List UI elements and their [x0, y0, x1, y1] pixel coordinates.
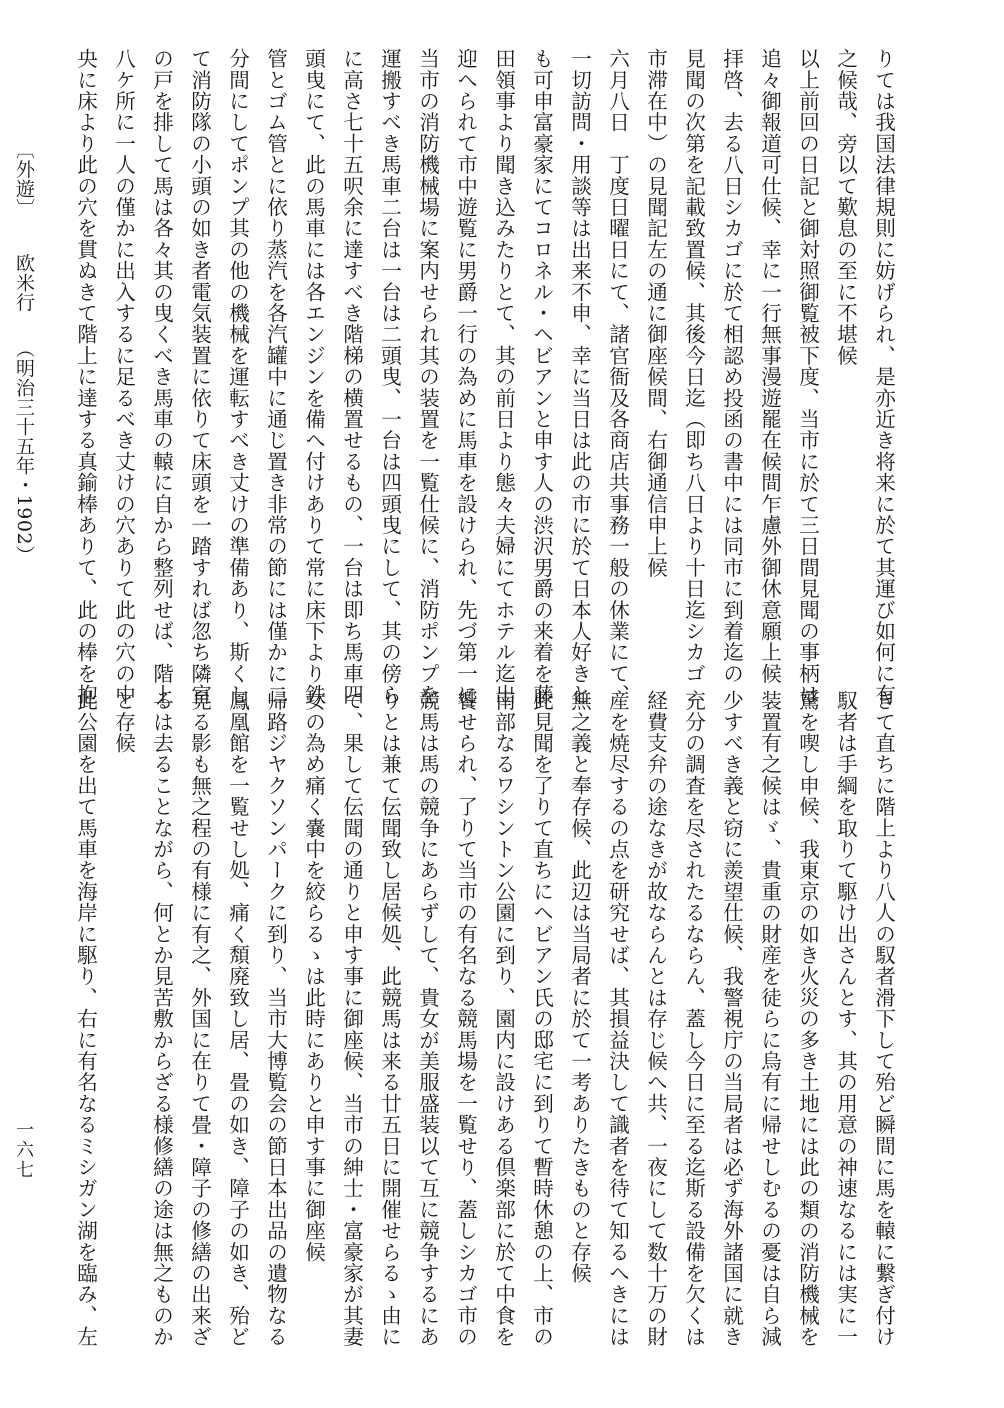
- text-column: 八ケ所に一人の僅かに出入するに足るべき丈けの穴ありて此の穴の中: [111, 48, 136, 706]
- text-column: 一切訪問・用談等は出来不申、幸に当日は此の市に於て日本人好きと: [567, 48, 592, 706]
- text-column: 追々御報道可仕候、幸に一行無事漫遊罷在候間乍慮外御休意願上候: [757, 48, 782, 684]
- text-column: 少すべき義と窃に羨望仕候、我警視庁の当局者は必ず海外諸国に就き: [719, 690, 744, 1348]
- text-column: 馭者は手綱を取りて駆け出さんとす、其の用意の神速なるには実に一: [833, 690, 858, 1348]
- text-column: 迎へられて市中遊覧に男爵一行の為めに馬車を設けられ、先づ第一に: [453, 48, 478, 706]
- text-column: 当市の消防機械場に案内せられ其の装置を一覧仕候に、消防ポンプを: [415, 48, 440, 706]
- text-column: と存候: [111, 690, 136, 754]
- text-column: 此公園を出て馬車を海岸に駆り、右に有名なるミシガン湖を臨み、左: [73, 690, 98, 1348]
- text-column: 拝啓、去る八日シカゴに於て相認め投函の書中には同市に到着迄の: [719, 48, 744, 684]
- text-column: て消防隊の小頭の如き者電気装置に依りて床頭を一踏すれば忽ち隣室: [187, 48, 212, 706]
- text-column: 運搬すべき馬車二台は一台は二頭曳、一台は四頭曳にして、其の傍ら: [377, 48, 402, 706]
- running-header: [14, 140, 33, 565]
- text-column: 驚を喫し申候、我東京の如き火災の多き土地には此の類の消防機械を: [795, 690, 820, 1348]
- text-column: 女の為め痛く嚢中を絞らるゝは此時にありと申す事に御座候: [301, 690, 326, 1263]
- text-column: 無之義と奉存候、此辺は当局者に於て一考ありたきものと存候: [567, 690, 592, 1284]
- text-column: きて直ちに階上より八人の馭者滑下して殆ど瞬間に馬を轅に繋ぎ付け: [871, 690, 896, 1348]
- text-column: 饗せられ、了りて当市の有名なる競馬場を一覧せり、蓋しシカゴ市の: [453, 690, 478, 1348]
- text-column: 以上前回の日記と御対照御覧被下度、当市に於て三日間見聞の事柄は: [795, 48, 820, 706]
- text-column: 管とゴム管とに依り蒸汽を各汽罐中に通じ置き非常の節には僅かに二: [263, 48, 288, 706]
- text-column: るは去ることながら、何とか見苦敷からざる様修繕の途は無之ものか: [149, 690, 174, 1348]
- text-column: も可申富豪家にてコロネル・ヘビアンと申す人の渋沢男爵の来着を藤: [529, 48, 554, 706]
- text-column: 央に床より此の穴を貫ぬきて階上に達する真鍮棒ありて、此の棒を抱: [73, 48, 98, 706]
- text-column: 市滞在中）の見聞記左の通に御座候間、右御通信申上候: [643, 48, 668, 578]
- text-column: に高さ七十五呎余に達すべき階梯の横置せるもの、一台は即ち馬車四: [339, 48, 364, 706]
- text-column: 産を焼尽するの点を研究せば、其損益決して識者を待て知るへきには: [605, 690, 630, 1348]
- text-column: 見る影も無之程の有様に有之、外国に在りて畳・障子の修繕の出来ざ: [187, 690, 212, 1348]
- text-column: 装置有之候はゞ、貴重の財産を徒らに烏有に帰せしむるの憂は自ら減: [757, 690, 782, 1348]
- text-column: 鳳凰館を一覧せし処、痛く頽廃致し居、畳の如き、障子の如き、殆ど: [225, 690, 250, 1348]
- text-column: 充分の調査を尽されたるならん、蓋し今日に至る迄斯る設備を欠くは: [681, 690, 706, 1348]
- text-column: りては我国法律規則に妨げられ、是亦近き将来に於て其運び如何に有: [871, 48, 896, 706]
- text-column: 之候哉、旁以て歎息の至に不堪候: [833, 48, 858, 366]
- text-column: 此見聞を了りて直ちにヘビアン氏の邸宅に到りて暫時休憩の上、市の: [529, 690, 554, 1348]
- header-title: 欧米行: [13, 253, 35, 312]
- text-column: て、果して伝聞の通りと申す事に御座候、当市の紳士・富豪家が其妻: [339, 690, 364, 1348]
- text-column: 田領事より聞き込みたりとて、其の前日より態々夫婦にてホテル迄出: [491, 48, 516, 706]
- header-period: （明治三十五年・1902）: [13, 338, 35, 565]
- text-column: の戸を排して馬は各々其の曳くべき馬車の轅に自から整列せば、階上: [149, 48, 174, 706]
- text-column: 六月八日 丁度日曜日にて、諸官衙及各商店共事務一般の休業にて、: [605, 48, 630, 706]
- page-number: 一六七: [13, 1120, 34, 1180]
- text-column: りとは兼て伝聞致し居候処、此競馬は来る廿五日に開催せらるゝ由に: [377, 690, 402, 1348]
- text-column: 経費支弁の途なきが故ならんとは存じ候へ共、一夜にして数十万の財: [643, 690, 668, 1348]
- text-column: 競馬は馬の競争にあらずして、貴女が美服盛装以て互に競争するにあ: [415, 690, 440, 1348]
- text-column: 南部なるワシントン公園に到り、園内に設けある倶楽部に於て中食を: [491, 690, 516, 1348]
- text-column: 見聞の次第を記載致置候、其後今日迄（即ち八日より十日迄シカゴ: [681, 48, 706, 684]
- text-column: 分間にしてポンプ其の他の機械を運転すべき丈けの準備あり、斯くし: [225, 48, 250, 706]
- header-section: 〔外遊〕: [13, 140, 35, 218]
- text-column: 帰路ジヤクソンパークに到り、当市大博覧会の節日本出品の遺物なる: [263, 690, 288, 1348]
- text-column: 頭曳にて、此の馬車には各エンジンを備へ付けありて常に床下より鉄: [301, 48, 326, 706]
